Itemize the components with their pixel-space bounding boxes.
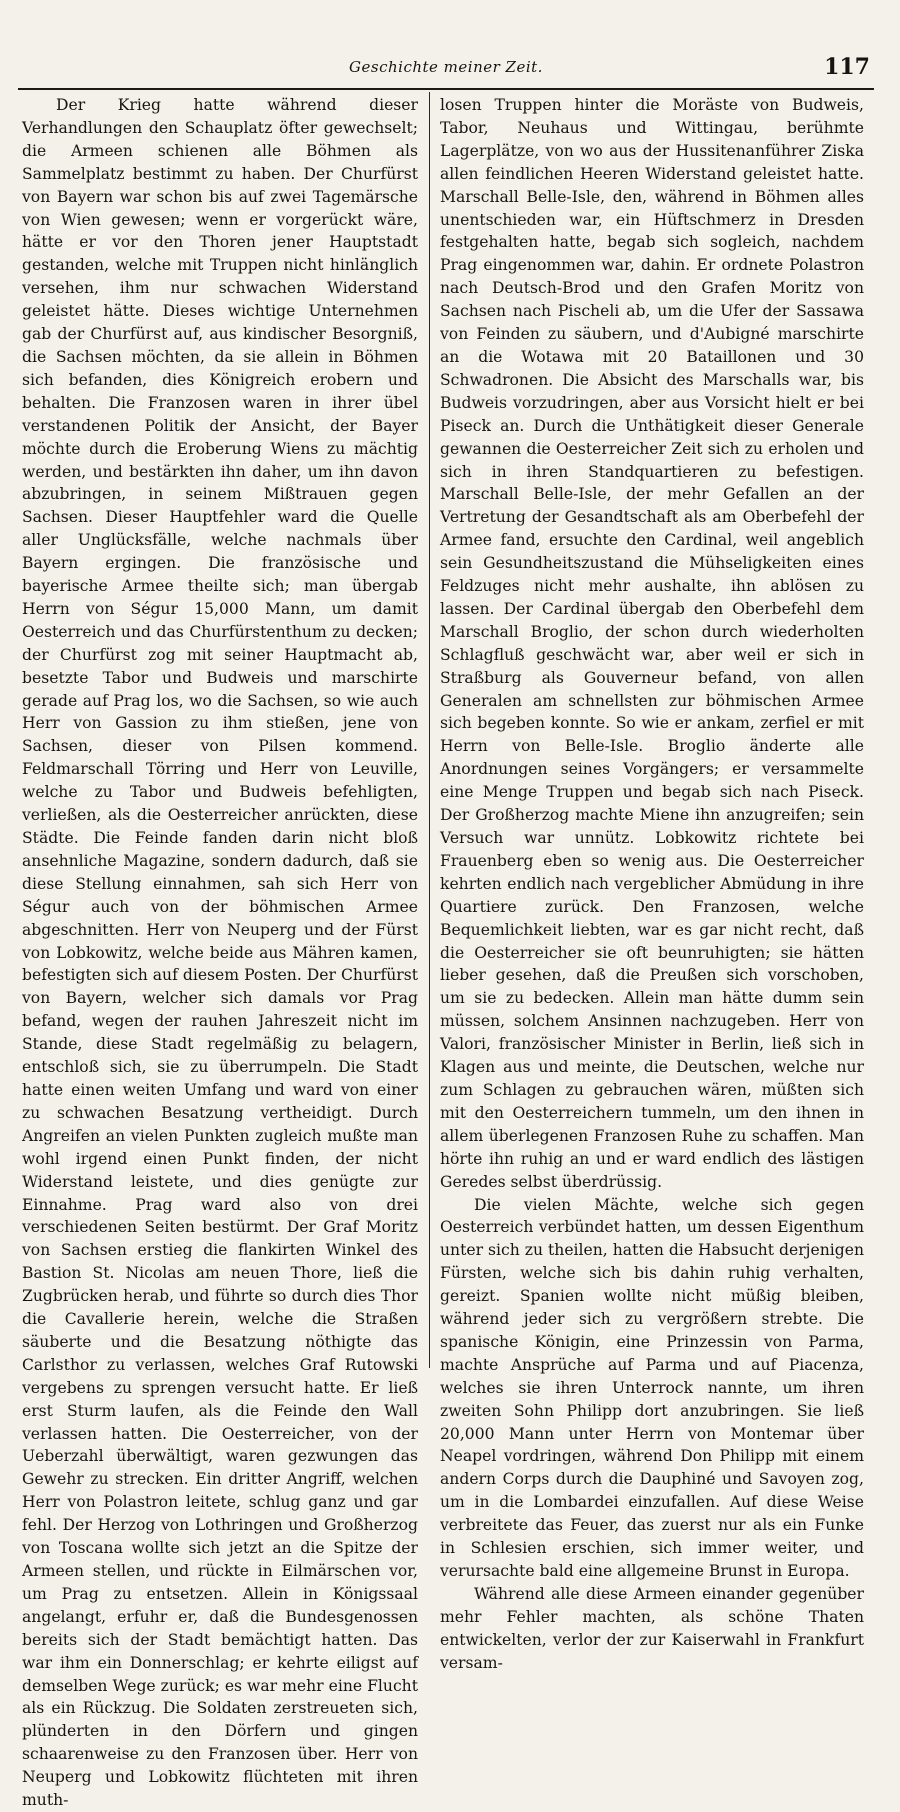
running-title: Geschichte meiner Zeit.: [349, 58, 543, 76]
right-paragraph-3: Während alle diese Armeen einander gegenüber mehr Fehler machten, als schöne Thaten entwickelten, verlor der zur Kaiserwahl in Frankfurt versam-: [440, 1584, 864, 1672]
page-number: 117: [824, 54, 870, 80]
right-column: [440, 94, 864, 1672]
column-divider: [429, 92, 430, 1368]
left-column: [22, 94, 418, 1810]
page-header: [18, 52, 874, 90]
right-paragraph-2: Die vielen Mächte, welche sich gegen Oesterreich verbündet hatten, um dessen Eigenthum unter sich zu theilen, hatten die Habsucht derjenigen Fürsten, welche sich bis dahin ruhig verhalten, gereizt. Spanien wollte nicht müßig bleiben, während jeder sich zu vergrößern strebte. Die spanische Königin, eine Prinzessin von Parma, machte Ansprüche auf Parma und auf Piacenza, welches sie ihren Unterrock nannte, um ihren zweiten Sohn Philipp dort anzubringen. Sie ließ 20,000 Mann unter Herrn von Montemar über Neapel vordringen, während Don Philipp mit einem andern Corps durch die Dauphiné und Savoyen zog, um in die Lombardei einzufallen. Auf diese Weise verbreitete das Feuer, das zuerst nur als ein Funke in Schlesien erschien, sich immer weiter, und verursachte bald eine allgemeine Brunst in Europa.: [440, 1195, 864, 1580]
right-paragraph-continued: losen Truppen hinter die Moräste von Budweis, Tabor, Neuhaus und Wittingau, berühmte Lagerplätze, von wo aus der Hussitenanführer Ziska allen feindlichen Heeren Widerstand geleistet hatte. Marschall Belle-Isle, den, während in Böhmen alles unentschieden war, ein Hüftschmerz in Dresden festgehalten hatte, begab sich sogleich, nachdem Prag eingenommen war, dahin. Er ordnete Polastron nach Deutsch-Brod und den Grafen Moritz von Sachsen nach Pischeli ab, um die Ufer der Sassawa von Feinden zu säubern, und d'Aubigné marschirte an die Wotawa mit 20 Bataillonen und 30 Schwadronen. Die Absicht des Marschalls war, bis Budweis vorzudringen, aber aus Vorsicht hielt er bei Piseck an. Durch die Unthätigkeit dieser Generale gewannen die Oesterreicher Zeit sich zu erholen und sich in ihren Standquartieren zu befestigen. Marschall Belle-Isle, der mehr Gefallen an der Vertretung der Gesandtschaft als am Oberbefehl der Armee fand, ersuchte den Cardinal, weil angeblich sein Gesundheitszustand die Mühseligkeiten eines Feldzuges nicht mehr aushalte, ihn ablösen zu lassen. Der Cardinal übergab den Oberbefehl dem Marschall Broglio, der schon durch wiederholten Schlagfluß geschwächt war, aber weil er sich in Straßburg als Gouverneur befand, von allen Generalen am schnellsten zur böhmischen Armee sich begeben konnte. So wie er ankam, zerfiel er mit Herrn von Belle-Isle. Broglio änderte alle Anordnungen seines Vorgängers; er versammelte eine Menge Truppen und begab sich nach Piseck. Der Großherzog machte Miene ihn anzugreifen; sein Versuch war unnütz. Lobkowitz richtete bei Frauenberg eben so wenig aus. Die Oesterreicher kehrten endlich nach vergeblicher Abmüdung in ihre Quartiere zurück. Den Franzosen, welche Bequemlichkeit liebten, war es gar nicht recht, daß die Oesterreicher sie oft beunruhigten; sie hätten lieber gesehen, daß die Preußen sich vorschoben, um sie zu bedecken. Allein man hätte dumm sein müssen, solchem Ansinnen nachzugeben. Herr von Valori, französischer Minister in Berlin, ließ sich in Klagen aus und meinte, die Deutschen, welche nur zum Schlagen zu gebrauchen wären, müßten sich mit den Oesterreichern tummeln, um den ihnen in allem überlegenen Franzosen Ruhe zu schaffen. Man hörte ihn ruhig an und er ward endlich des lästigen Geredes selbst überdrüssig.: [440, 96, 864, 1191]
left-paragraph-1: Der Krieg hatte während dieser Verhandlungen den Schauplatz öfter gewechselt; die Armeen schienen alle Böhmen als Sammelplatz bestimmt zu haben. Der Churfürst von Bayern war schon bis auf zwei Tagemärsche von Wien gewesen; wenn er vorgerückt wäre, hätte er vor den Thoren jener Hauptstadt gestanden, welche mit Truppen nicht hinlänglich versehen, ihm nur schwachen Widerstand geleistet hätte. Dieses wichtige Unternehmen gab der Churfürst auf, aus kindischer Besorgniß, die Sachsen möchten, da sie allein in Böhmen sich befanden, dies Königreich erobern und behalten. Die Franzosen waren in ihrer übel verstandenen Politik der Ansicht, der Bayer möchte durch die Eroberung Wiens zu mächtig werden, und bestärkten ihn daher, um ihn davon abzubringen, in seinem Mißtrauen gegen Sachsen. Dieser Hauptfehler ward die Quelle aller Unglücksfälle, welche nachmals über Bayern ergingen. Die französische und bayerische Armee theilte sich; man übergab Herrn von Ségur 15,000 Mann, um damit Oesterreich und das Churfürstenthum zu decken; der Churfürst zog mit seiner Hauptmacht ab, besetzte Tabor und Budweis und marschirte gerade auf Prag los, wo die Sachsen, so wie auch Herr von Gassion zu ihm stießen, jene von Sachsen, dieser von Pilsen kommend. Feldmarschall Törring und Herr von Leuville, welche zu Tabor und Budweis befehligten, verließen, als die Oesterreicher anrückten, diese Städte. Die Feinde fanden darin nicht bloß ansehnliche Magazine, sondern dadurch, daß sie diese Stellung einnahmen, sah sich Herr von Ségur auch von der böhmischen Armee abgeschnitten. Herr von Neuperg und der Fürst von Lobkowitz, welche beide aus Mähren kamen, befestigten sich auf diesem Posten. Der Churfürst von Bayern, welcher sich damals vor Prag befand, wegen der rauhen Jahreszeit nicht im Stande, diese Stadt regelmäßig zu belagern, entschloß sich, sie zu überrumpeln. Die Stadt hatte einen weiten Umfang und ward von einer zu schwachen Besatzung vertheidigt. Durch Angreifen an vielen Punkten zugleich mußte man wohl irgend einen Punkt finden, der nicht Widerstand leistete, und dies genügte zur Einnahme. Prag ward also von drei verschiedenen Seiten bestürmt. Der Graf Moritz von Sachsen erstieg die flankirten Winkel des Bastion St. Nicolas am neuen Thore, ließ die Zugbrücken herab, und führte so durch dies Thor die Cavallerie herein, welche die Straßen säuberte und die Besatzung nöthigte das Carlsthor zu verlassen, welches Graf Rutowski vergebens zu sprengen versucht hatte. Er ließ erst Sturm laufen, als die Feinde den Wall verlassen hatten. Die Oesterreicher, von der Ueberzahl überwältigt, waren gezwungen das Gewehr zu strecken. Ein dritter Angriff, welchen Herr von Polastron leitete, schlug ganz und gar fehl. Der Herzog von Lothringen und Großherzog von Toscana wollte sich jetzt an die Spitze der Armeen stellen, und rückte in Eilmärschen vor, um Prag zu entsetzen. Allein in Königssaal angelangt, erfuhr er, daß die Bundesgenossen bereits sich der Stadt bemächtigt hatten. Das war ihm ein Donnerschlag; er kehrte eiligst auf demselben Wege zurück; es war mehr eine Flucht als ein Rückzug. Die Soldaten zerstreueten sich, plünderten in den Dörfern und gingen schaarenweise zu den Franzosen über. Herr von Neuperg und Lobkowitz flüchteten mit ihren muth-: [22, 96, 418, 1810]
